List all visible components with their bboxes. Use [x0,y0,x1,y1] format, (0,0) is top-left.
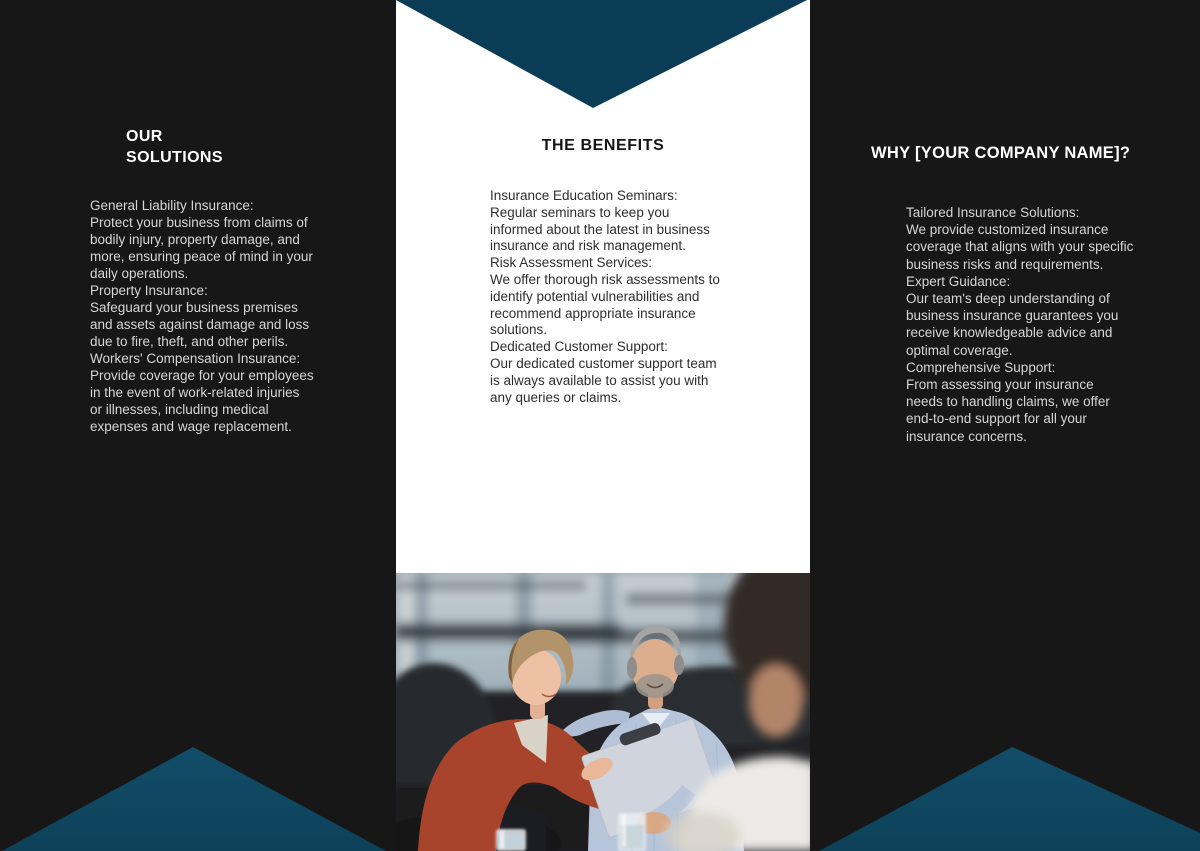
item-label: Insurance Education Seminars: [490,188,678,203]
list-item [490,255,724,339]
list-item [90,282,314,350]
list-item [906,273,1134,359]
item-label: General Liability Insurance: [90,198,254,213]
item-label: Tailored Insurance Solutions: [906,205,1080,220]
item-label: Expert Guidance: [906,273,1011,289]
item-label: Property Insurance: [90,283,208,298]
list-item [490,339,724,406]
solutions-title-line1: OUR [126,128,163,145]
why-copy [906,204,1134,445]
list-item [906,359,1134,445]
item-description: Our dedicated customer support team is always available to assist you with any queries or claims. [490,355,717,405]
item-description: Our team's deep understanding of business insurance guarantees you receive knowledgeable advice and optimal coverage. [906,291,1119,358]
item-description: Regular seminars to keep you informed about the latest in business insurance and risk management. [490,204,710,254]
list-item [90,350,314,435]
solutions-copy [90,197,314,435]
chevron-down-shape [396,0,810,108]
solutions-title-line2: SOLUTIONS [126,148,223,166]
item-label: Dedicated Customer Support: [490,339,668,355]
item-label: Comprehensive Support: [906,359,1056,375]
item-description: From assessing your insurance needs to handling claims, we offer end-to-end support for all your insurance concerns. [906,377,1110,444]
benefits-title: THE BENEFITS [541,137,665,154]
item-label: Risk Assessment Services: [490,255,653,271]
consultation-photo [396,573,810,851]
item-description: We offer thorough risk assessments to identify potential vulnerabilities and recommend appropriate insurance solutions. [490,271,720,338]
chevron-up-shape-right [804,747,1200,851]
item-label: Workers' Compensation Insurance: [90,351,301,366]
item-description: Provide coverage for your employees in the event of work-related injuries or illnesses, including medical expenses and wage replacement. [90,368,314,434]
item-description: We provide customized insurance coverage that aligns with your specific business risks and requirements. [906,222,1134,272]
why-title: WHY [YOUR COMPANY NAME]? [871,144,1131,162]
list-item [90,197,314,282]
benefits-copy [490,188,724,406]
item-description: Safeguard your business premises and assets against damage and loss due to fire, theft, and other perils. [90,300,310,349]
solutions-title [126,127,223,168]
list-item [490,188,724,255]
chevron-up-shape-left [0,747,396,851]
list-item [906,204,1134,273]
item-description: Protect your business from claims of bodily injury, property damage, and more, ensuring peace of mind in your daily operations. [90,215,313,281]
